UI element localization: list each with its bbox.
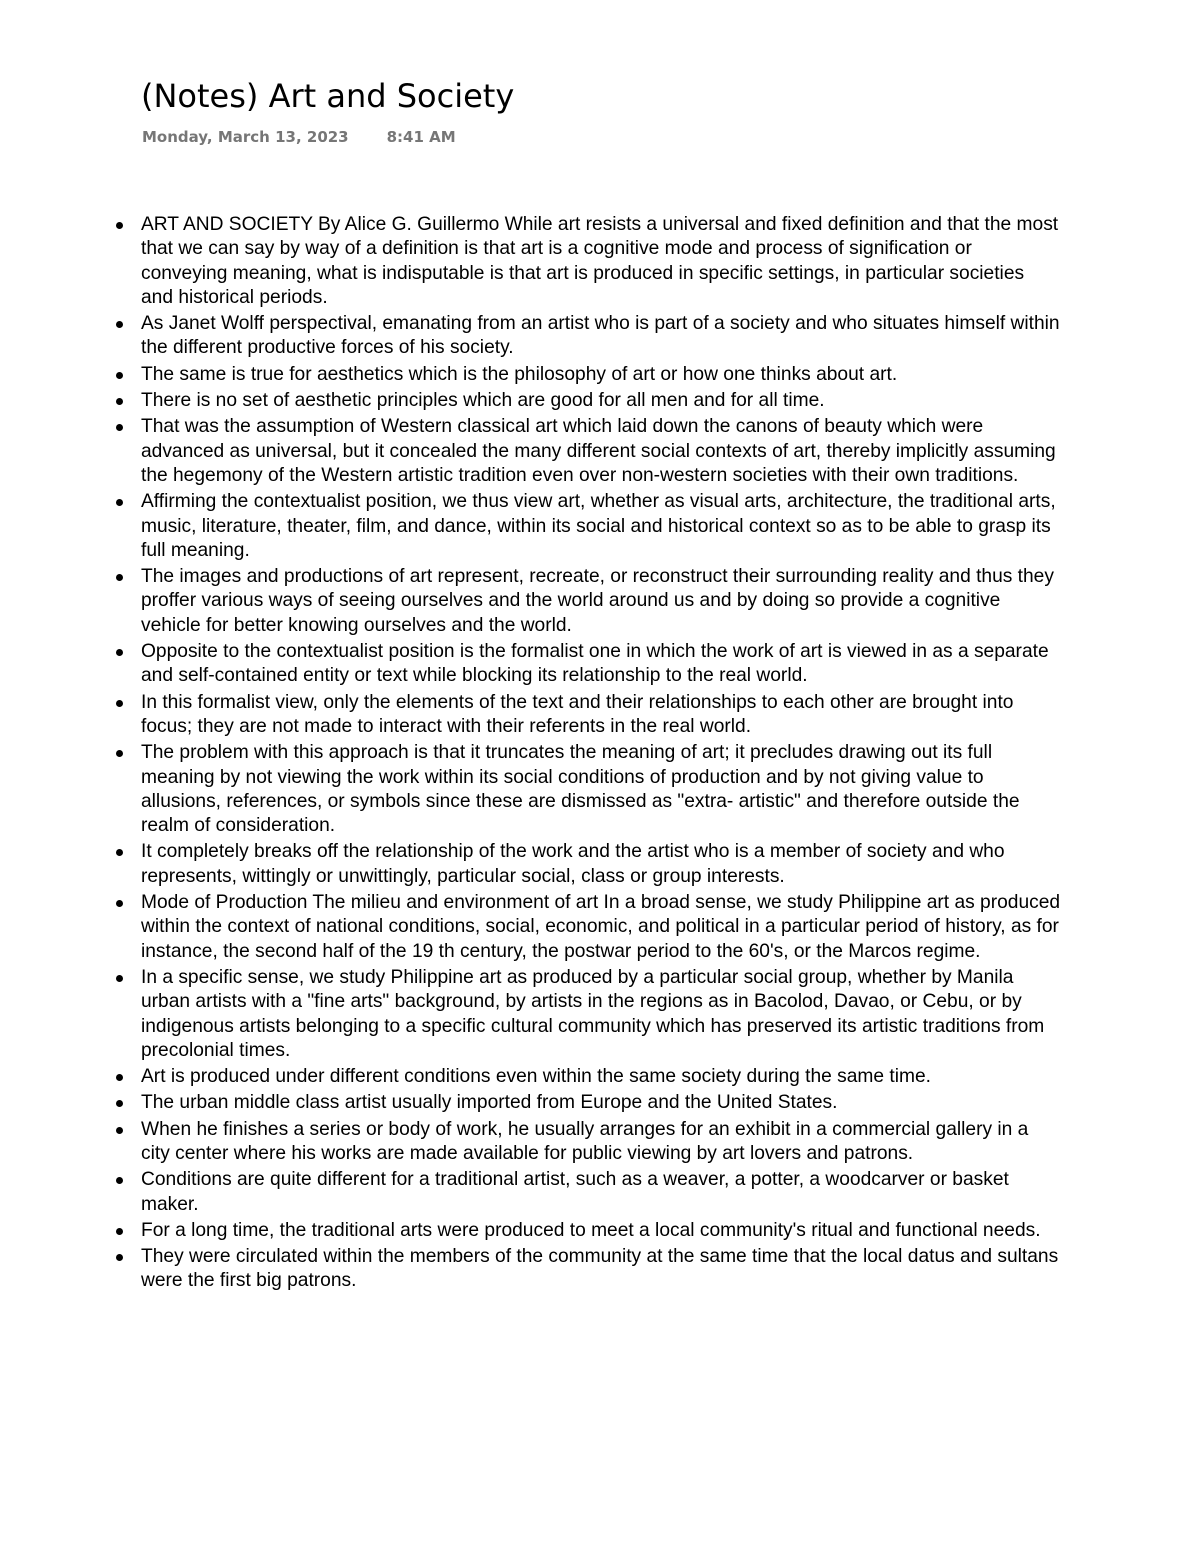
note-time: 8:41 AM — [386, 128, 456, 146]
note-date: Monday, March 13, 2023 — [142, 128, 349, 146]
list-item: Opposite to the contextualist position is the formalist one in which the work of art is viewed in as a separate and self-contained entity or text while blocking its relationship to the real world. — [141, 640, 1061, 689]
notes-bullet-list — [141, 213, 1061, 1296]
page-title: (Notes) Art and Society — [141, 77, 515, 115]
list-item: Conditions are quite different for a traditional artist, such as a weaver, a potter, a woodcarver or basket maker. — [141, 1168, 1061, 1217]
list-item: For a long time, the traditional arts were produced to meet a local community's ritual and functional needs. — [141, 1219, 1061, 1243]
list-item: When he finishes a series or body of work, he usually arranges for an exhibit in a commercial gallery in a city center where his works are made available for public viewing by art lovers and patrons. — [141, 1118, 1061, 1167]
note-timestamp — [142, 126, 456, 148]
list-item: They were circulated within the members of the community at the same time that the local datus and sultans were the first big patrons. — [141, 1245, 1061, 1294]
list-item: Mode of Production The milieu and environment of art In a broad sense, we study Philippine art as produced within the context of national conditions, social, economic, and political in a particular period of history, as for instance, the second half of the 19 th century, the postwar period to the 60's, or the Marcos regime. — [141, 891, 1061, 964]
list-item: Affirming the contextualist position, we thus view art, whether as visual arts, architecture, the traditional arts, music, literature, theater, film, and dance, within its social and historical context so as to be able to grasp its full meaning. — [141, 490, 1061, 563]
list-item: There is no set of aesthetic principles which are good for all men and for all time. — [141, 389, 1061, 413]
list-item: Art is produced under different conditions even within the same society during the same time. — [141, 1065, 1061, 1089]
list-item: The problem with this approach is that it truncates the meaning of art; it precludes drawing out its full meaning by not viewing the work within its social conditions of production and by not giving value to allusions, references, or symbols since these are dismissed as "extra- artistic" and therefore outside the realm of consideration. — [141, 741, 1061, 838]
list-item: In a specific sense, we study Philippine art as produced by a particular social group, whether by Manila urban artists with a "fine arts" background, by artists in the regions as in Bacolod, Davao, or Cebu, or by indigenous artists belonging to a specific cultural community which has preserved its artistic traditions from precolonial times. — [141, 966, 1061, 1063]
list-item: It completely breaks off the relationship of the work and the artist who is a member of society and who represents, wittingly or unwittingly, particular social, class or group interests. — [141, 840, 1061, 889]
list-item: As Janet Wolff perspectival, emanating from an artist who is part of a society and who situates himself within the different productive forces of his society. — [141, 312, 1061, 361]
list-item: That was the assumption of Western classical art which laid down the canons of beauty which were advanced as universal, but it concealed the many different social contexts of art, thereby implicitly assuming the hegemony of the Western artistic tradition even over non-western societies with their own traditions. — [141, 415, 1061, 488]
list-item: In this formalist view, only the elements of the text and their relationships to each other are brought into focus; they are not made to interact with their referents in the real world. — [141, 691, 1061, 740]
list-item: The urban middle class artist usually imported from Europe and the United States. — [141, 1091, 1061, 1115]
list-item: The same is true for aesthetics which is the philosophy of art or how one thinks about art. — [141, 363, 1061, 387]
list-item: The images and productions of art represent, recreate, or reconstruct their surrounding reality and thus they proffer various ways of seeing ourselves and the world around us and by doing so provide a cognitive vehicle for better knowing ourselves and the world. — [141, 565, 1061, 638]
list-item: ART AND SOCIETY By Alice G. Guillermo While art resists a universal and fixed definition and that the most that we can say by way of a definition is that art is a cognitive mode and process of signification or conveying meaning, what is indisputable is that art is produced in specific settings, in particular societies and historical periods. — [141, 213, 1061, 310]
